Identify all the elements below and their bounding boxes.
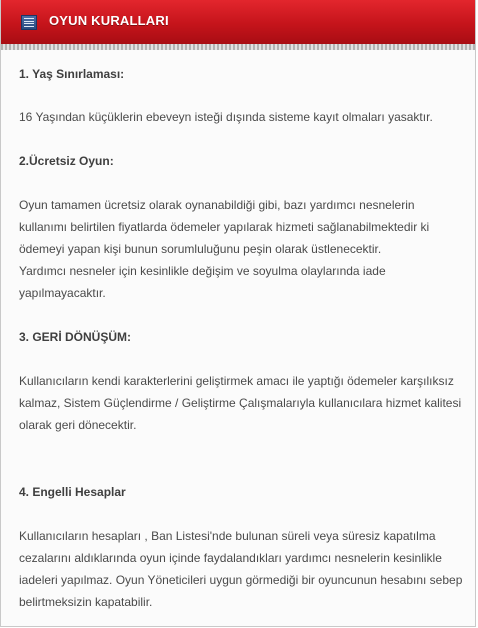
- section-title-recycling: 3. GERİ DÖNÜŞÜM:: [19, 330, 132, 344]
- panel-header: [1, 0, 475, 45]
- panel-title: OYUN KURALLARI: [49, 13, 169, 28]
- section-text-recycling: Kullanıcıların kendi karakterlerini geliştirmek amacı ile yaptığı ödemeler karşılıksız kalmaz, Sistem Güçlendirme / Geliştirme Çalışmalarıyla kullanıcılara hizmet kalitesi olarak geri dönecektir.: [19, 374, 462, 432]
- header-divider: [1, 44, 475, 50]
- section-text-free-game-2: Yardımcı nesneler için kesinlikle değişim ve soyulma olaylarında iade yapılmayacaktır.: [19, 264, 386, 300]
- section-text-age-limit: 16 Yaşından küçüklerin ebeveyn isteği dışında sisteme kayıt olmaları yasaktır.: [19, 110, 433, 124]
- section-title-age-limit: 1. Yaş Sınırlaması:: [19, 67, 125, 81]
- section-title-free-game: 2.Ücretsiz Oyun:: [19, 154, 114, 168]
- section-title-banned-accounts: 4. Engelli Hesaplar: [19, 485, 126, 499]
- section-text-free-game-1: Oyun tamamen ücretsiz olarak oynanabildiği gibi, bazı yardımcı nesnelerin kullanımı belirtilen fiyatlarda ödemeler yapılarak hizmeti sağlanabilmektedir ki ödemeyi yapan kişi bunun sorumluluğunu peşin olarak üstlenecektir.: [19, 198, 430, 256]
- section-text-banned-accounts: Kullanıcıların hesapları , Ban Listesi'nde bulunan süreli veya süresiz kapatılma cezalarını aldıklarında oyun içinde faydalandıkları yardımcı nesnelerin kesinlikle iadeleri yapılmaz. Oyun Yöneticileri uygun görmediği bir oyuncunun hesabını sebep belirtmeksizin kapatabilir.: [19, 529, 463, 609]
- list-icon: [21, 15, 37, 30]
